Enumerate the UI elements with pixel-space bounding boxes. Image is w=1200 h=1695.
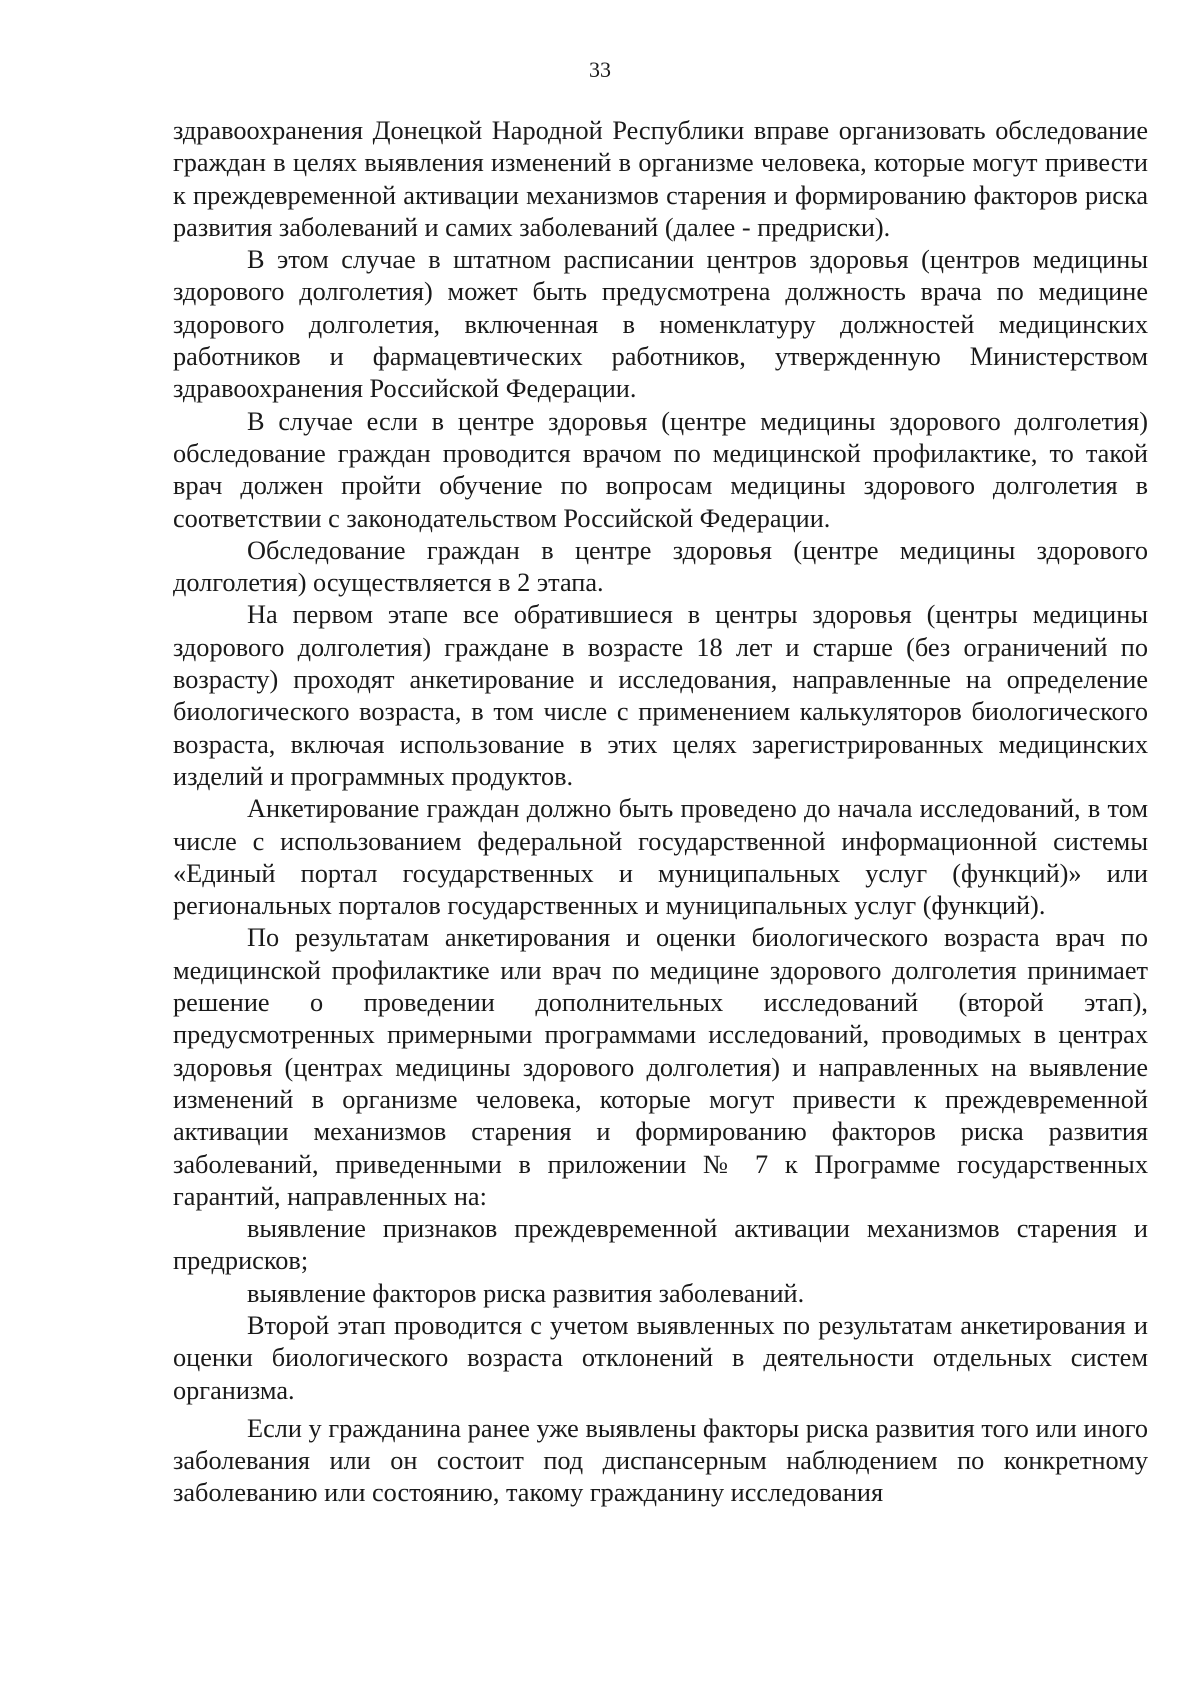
paragraph: В случае если в центре здоровья (центре медицины здорового долголетия) обследование граждан проводится врачом по медицинской профилактике, то такой врач должен пройти обучение по вопросам медицины здорового долголетия в соответствии с законодательством Российской Федерации. [173, 406, 1148, 533]
paragraph-continuation: здравоохранения Донецкой Народной Республики вправе организовать обследование граждан в целях выявления изменений в организме человека, которые могут привести к преждевременной активации механизмов старения и формированию факторов риска развития заболеваний и самих заболеваний (далее - предриски). [173, 116, 1148, 242]
paragraph: На первом этапе все обратившиеся в центры здоровья (центры медицины здорового долголетия) граждане в возрасте 18 лет и старше (без ограничений по возрасту) проходят анкетирование и исследования, направленные на определение биологического возраста, в том числе с применением калькуляторов биологического возраста, включая использование в этих целях зарегистрированных медицинских изделий и программных продуктов. [173, 600, 1148, 791]
paragraph: Обследование граждан в центре здоровья (центре медицины здорового долголетия) осуществляется в 2 этапа. [173, 535, 1148, 598]
paragraph: Если у гражданина ранее уже выявлены факторы риска развития того или иного заболевания или он состоит под диспансерным наблюдением по конкретному заболеванию или состоянию, такому гражданину исследования [173, 1413, 1148, 1508]
paragraph: По результатам анкетирования и оценки биологического возраста врач по медицинской профилактике или врач по медицине здорового долголетия принимает решение о проведении дополнительных исследований (второй этап), предусмотренных примерными программами исследований, проводимых в центрах здоровья (центрах медицины здорового долголетия) и направленных на выявление изменений в организме человека, которые могут привести к преждевременной активации механизмов старения и формированию факторов риска развития заболеваний, приведенными в приложении № 7 к Программе государственных гарантий, направленных на: [173, 923, 1148, 1211]
page-number: 33 [589, 57, 611, 82]
list-item: выявление признаков преждевременной активации механизмов старения и предрисков; [173, 1214, 1148, 1276]
paragraph: Анкетирование граждан должно быть проведено до начала исследований, в том числе с использованием федеральной государственной информационной системы «Единый портал государственных и муниципальных услуг (функций)» или региональных порталов государственных и муниципальных услуг (функций). [173, 794, 1148, 921]
paragraph: Второй этап проводится с учетом выявленных по результатам анкетирования и оценки биологического возраста отклонений в деятельности отдельных систем организма. [173, 1310, 1148, 1405]
paragraph: В этом случае в штатном расписании центров здоровья (центров медицины здорового долголетия) может быть предусмотрена должность врача по медицине здорового долголетия, включенная в номенклатуру должностей медицинских работников и фармацевтических работников, утвержденную Министерством здравоохранения Российской Федерации. [173, 245, 1148, 404]
list-item: выявление факторов риска развития заболеваний. [247, 1278, 805, 1308]
document-body [173, 115, 1148, 1510]
